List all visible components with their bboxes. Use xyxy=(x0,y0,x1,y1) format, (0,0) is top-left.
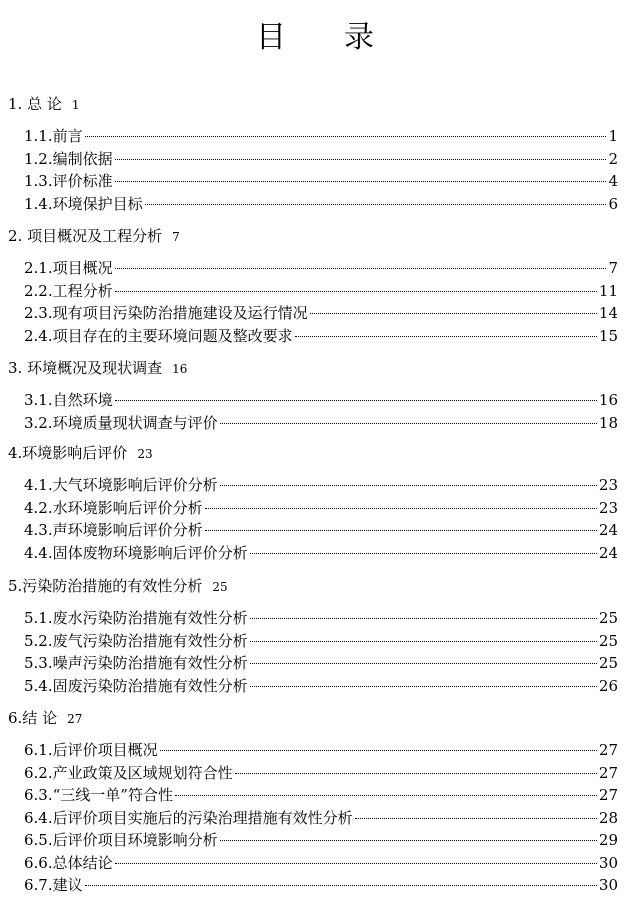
toc-section-page: 1 xyxy=(71,98,80,112)
toc-entry[interactable] xyxy=(24,498,618,518)
toc-entry-page: 27 xyxy=(598,786,618,804)
dot-leader xyxy=(115,181,607,182)
toc-entry-label: 1.1.前言 xyxy=(24,127,83,145)
dot-leader xyxy=(205,530,597,531)
dot-leader xyxy=(250,641,597,642)
toc-entry-label: 1.3.评价标准 xyxy=(24,172,113,190)
toc-entry-page: 4 xyxy=(608,172,618,190)
toc-entry-label: 3.1.自然环境 xyxy=(24,391,113,409)
toc-entry[interactable] xyxy=(24,281,618,301)
toc-entry-label: 2.3.现有项目污染防治措施建设及运行情况 xyxy=(24,304,308,322)
toc-entry[interactable] xyxy=(24,830,618,850)
toc-entry-page: 1 xyxy=(608,127,618,145)
toc-section-heading[interactable] xyxy=(8,94,80,115)
toc-entry-label: 2.2.工程分析 xyxy=(24,281,113,300)
toc-entry[interactable] xyxy=(24,676,618,696)
dot-leader xyxy=(250,618,597,619)
toc-section-label: 2. 项目概况及工程分析 xyxy=(8,227,163,245)
dot-leader xyxy=(355,818,597,819)
toc-entry-label: 4.2.水环境影响后评价分析 xyxy=(24,498,203,517)
toc-entry-page: 25 xyxy=(598,654,618,672)
toc-entry-page: 6 xyxy=(608,194,618,213)
toc-entry-label: 5.2.废气污染防治措施有效性分析 xyxy=(24,631,248,650)
dot-leader xyxy=(250,553,597,554)
toc-entry-label: 6.4.后评价项目实施后的污染治理措施有效性分析 xyxy=(24,808,353,827)
dot-leader xyxy=(220,423,597,424)
toc-entry[interactable] xyxy=(24,653,618,673)
toc-entry[interactable] xyxy=(24,326,618,346)
toc-entry-label: 4.4.固体废物环境影响后评价分析 xyxy=(24,543,248,562)
toc-entry-page: 15 xyxy=(598,326,618,345)
toc-entry[interactable] xyxy=(24,740,618,760)
toc-section-heading[interactable] xyxy=(8,708,82,729)
toc-entry-label: 4.3.声环境影响后评价分析 xyxy=(24,521,203,539)
toc-entry[interactable] xyxy=(24,543,618,563)
toc-section-page: 25 xyxy=(212,580,228,594)
toc-entry-page: 25 xyxy=(598,609,618,627)
toc-section-label: 1. 总 论 xyxy=(8,95,62,113)
toc-entry-page: 23 xyxy=(598,498,618,517)
dot-leader xyxy=(175,795,597,796)
toc-entry-page: 24 xyxy=(598,521,618,539)
toc-entry-page: 24 xyxy=(598,543,618,562)
toc-entry[interactable] xyxy=(24,520,618,540)
dot-leader xyxy=(235,773,597,774)
toc-section-label: 3. 环境概况及现状调查 xyxy=(8,359,163,377)
toc-entry-page: 30 xyxy=(598,853,618,872)
dot-leader xyxy=(115,291,597,292)
toc-entry-page: 11 xyxy=(598,281,618,300)
dot-leader xyxy=(205,508,597,509)
dot-leader xyxy=(250,686,597,687)
dot-leader xyxy=(145,204,607,205)
toc-entry[interactable] xyxy=(24,853,618,873)
toc-section-heading[interactable] xyxy=(8,358,187,379)
toc-entry-page: 18 xyxy=(598,413,618,432)
toc-section-page: 7 xyxy=(172,230,180,244)
title-char-2: 录 xyxy=(344,20,374,55)
toc-section-label: 6.结 论 xyxy=(8,709,58,727)
toc-entry-label: 2.1.项目概况 xyxy=(24,259,113,277)
dot-leader xyxy=(85,136,607,137)
toc-entry-page: 28 xyxy=(598,808,618,827)
toc-entry[interactable] xyxy=(24,258,618,278)
toc-entry[interactable] xyxy=(24,763,618,783)
toc-entry-label: 6.3.“三线一单”符合性 xyxy=(24,786,173,804)
toc-section-page: 23 xyxy=(137,447,153,461)
toc-entry-label: 5.1.废水污染防治措施有效性分析 xyxy=(24,609,248,627)
dot-leader xyxy=(115,863,597,864)
dot-leader xyxy=(250,663,597,664)
toc-entry-label: 1.2.编制依据 xyxy=(24,149,113,168)
toc-entry-label: 2.4.项目存在的主要环境问题及整改要求 xyxy=(24,326,293,345)
dot-leader xyxy=(115,400,597,401)
toc-section-heading[interactable] xyxy=(8,443,153,464)
toc-entry-page: 27 xyxy=(598,741,618,759)
toc-entry[interactable] xyxy=(24,171,618,191)
toc-entry[interactable] xyxy=(24,413,618,433)
toc-entry-page: 30 xyxy=(598,876,618,894)
dot-leader xyxy=(85,885,597,886)
toc-entry[interactable] xyxy=(24,126,618,146)
toc-entry-label: 5.3.噪声污染防治措施有效性分析 xyxy=(24,654,248,672)
toc-entry[interactable] xyxy=(24,475,618,495)
toc-section-heading[interactable] xyxy=(8,226,180,247)
dot-leader xyxy=(160,750,597,751)
toc-entry-page: 25 xyxy=(598,631,618,650)
toc-entry-label: 6.2.产业政策及区域规划符合性 xyxy=(24,763,233,782)
toc-entry[interactable] xyxy=(24,194,618,214)
toc-section-page: 16 xyxy=(172,362,188,376)
toc-section-heading[interactable] xyxy=(8,576,228,597)
title-char-1: 目 xyxy=(256,20,286,55)
toc-entry[interactable] xyxy=(24,785,618,805)
toc-entry-page: 2 xyxy=(608,149,618,168)
toc-entry-label: 3.2.环境质量现状调查与评价 xyxy=(24,413,218,432)
dot-leader xyxy=(220,485,597,486)
toc-entry[interactable] xyxy=(24,303,618,323)
toc-entry-page: 14 xyxy=(598,304,618,322)
toc-entry-page: 29 xyxy=(598,831,618,849)
dot-leader xyxy=(220,840,597,841)
toc-section-label: 4.环境影响后评价 xyxy=(8,444,128,462)
dot-leader xyxy=(310,313,597,314)
toc-entry-page: 27 xyxy=(598,763,618,782)
toc-section-page: 27 xyxy=(67,712,83,726)
toc-entry-label: 5.4.固废污染防治措施有效性分析 xyxy=(24,676,248,695)
toc-entry[interactable] xyxy=(24,149,618,169)
toc-entry-label: 6.5.后评价项目环境影响分析 xyxy=(24,831,218,849)
toc-entry-page: 26 xyxy=(598,676,618,695)
toc-entry-label: 6.1.后评价项目概况 xyxy=(24,741,158,759)
dot-leader xyxy=(115,159,607,160)
toc-entry-label: 4.1.大气环境影响后评价分析 xyxy=(24,476,218,494)
toc-entry-page: 7 xyxy=(608,259,618,277)
toc-entry-page: 16 xyxy=(598,391,618,409)
page-title xyxy=(0,12,630,56)
toc-entry-label: 6.6.总体结论 xyxy=(24,853,113,872)
toc-section-label: 5.污染防治措施的有效性分析 xyxy=(8,577,203,595)
toc-entry-label: 1.4.环境保护目标 xyxy=(24,194,143,213)
dot-leader xyxy=(115,268,607,269)
toc-entry[interactable] xyxy=(24,631,618,651)
toc-entry[interactable] xyxy=(24,875,618,895)
toc-entry[interactable] xyxy=(24,808,618,828)
dot-leader xyxy=(295,336,597,337)
toc-entry-page: 23 xyxy=(598,476,618,494)
toc-entry[interactable] xyxy=(24,390,618,410)
toc-entry-label: 6.7.建议 xyxy=(24,876,83,894)
toc-entry[interactable] xyxy=(24,608,618,628)
